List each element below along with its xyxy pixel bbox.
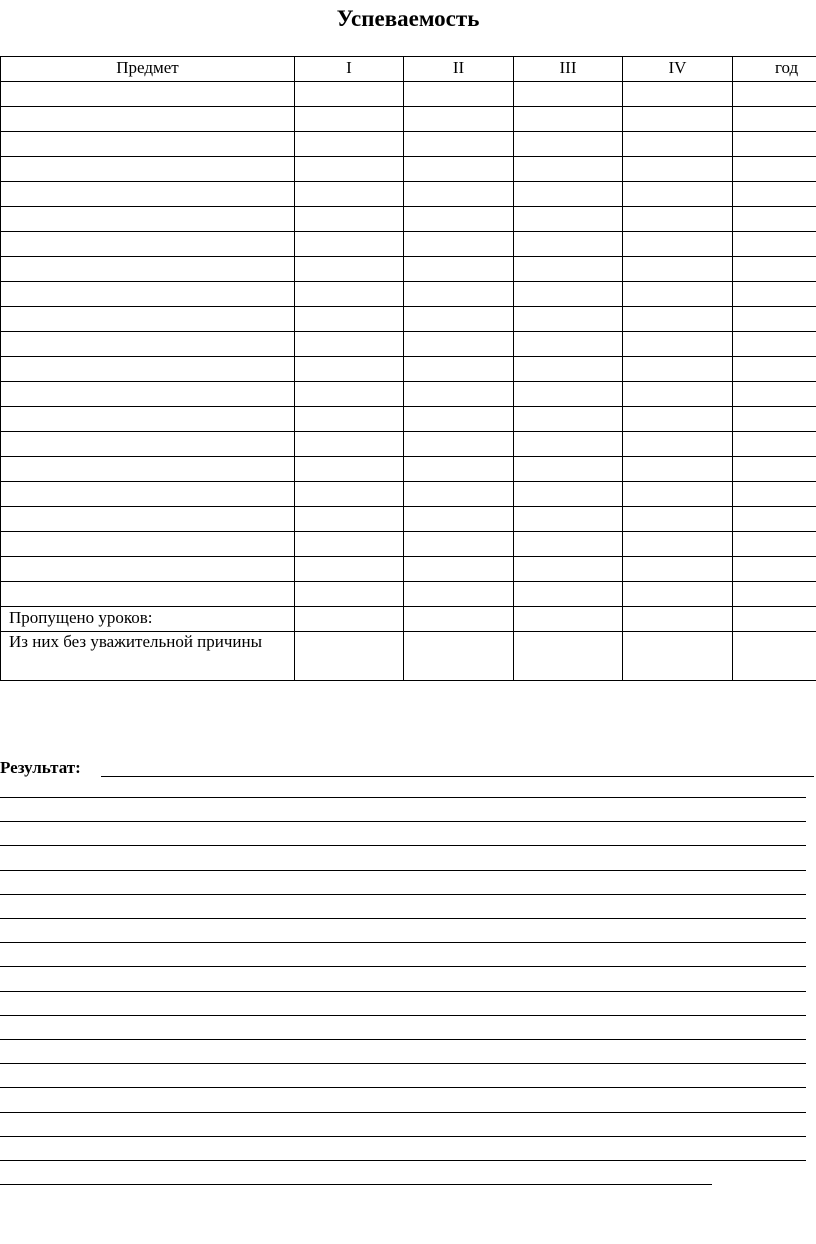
grade-cell[interactable] [514,432,623,457]
header-subject: Предмет [1,57,295,82]
grade-cell[interactable] [623,82,733,107]
table-row [1,357,816,382]
grade-cell[interactable] [514,407,623,432]
grade-cell[interactable] [733,82,816,107]
subject-cell[interactable] [1,357,295,382]
table-row [1,107,816,132]
subject-cell[interactable] [1,557,295,582]
grade-cell[interactable] [623,207,733,232]
table-row [1,157,816,182]
result-line[interactable] [0,1063,806,1064]
grade-cell[interactable] [295,507,404,532]
result-line[interactable] [0,918,806,919]
grade-cell[interactable] [404,382,514,407]
grade-cell[interactable] [404,482,514,507]
table-row [1,507,816,532]
grade-cell[interactable] [733,282,816,307]
result-line[interactable] [0,1087,806,1088]
grade-cell[interactable] [733,532,816,557]
grade-cell[interactable] [295,182,404,207]
table-cell[interactable] [623,607,733,632]
subject-cell[interactable] [1,307,295,332]
grade-cell[interactable] [514,132,623,157]
result-line[interactable] [0,942,806,943]
grade-cell[interactable] [514,107,623,132]
grade-cell[interactable] [733,457,816,482]
table-cell[interactable] [295,632,404,681]
grade-cell[interactable] [514,182,623,207]
grade-cell[interactable] [514,307,623,332]
grade-cell[interactable] [404,557,514,582]
header-quarter-3: III [514,57,623,82]
grade-cell[interactable] [295,107,404,132]
subject-cell[interactable] [1,132,295,157]
subject-cell[interactable] [1,482,295,507]
result-line[interactable] [0,797,806,798]
grade-cell[interactable] [295,282,404,307]
grade-cell[interactable] [733,507,816,532]
grade-cell[interactable] [733,157,816,182]
table-header-row [1,57,816,82]
table-row [1,557,816,582]
subject-cell[interactable] [1,157,295,182]
grade-cell[interactable] [295,132,404,157]
grade-cell[interactable] [623,282,733,307]
header-quarter-1: I [295,57,404,82]
grade-cell[interactable] [404,407,514,432]
grade-cell[interactable] [623,382,733,407]
grade-cell[interactable] [404,332,514,357]
grade-cell[interactable] [404,257,514,282]
subject-cell[interactable] [1,582,295,607]
result-line[interactable] [0,1015,806,1016]
table-cell[interactable] [295,607,404,632]
table-row [1,407,816,432]
grade-cell[interactable] [733,432,816,457]
grade-cell[interactable] [404,157,514,182]
grade-cell[interactable] [295,82,404,107]
subject-cell[interactable] [1,407,295,432]
grade-cell[interactable] [623,232,733,257]
grade-cell[interactable] [404,207,514,232]
grade-cell[interactable] [514,257,623,282]
grade-cell[interactable] [295,257,404,282]
grade-cell[interactable] [404,182,514,207]
grade-cell[interactable] [623,257,733,282]
result-line[interactable] [0,845,806,846]
grade-cell[interactable] [733,257,816,282]
grade-cell[interactable] [404,532,514,557]
grade-cell[interactable] [733,332,816,357]
table-row [1,207,816,232]
grade-cell[interactable] [514,582,623,607]
grade-cell[interactable] [623,407,733,432]
grade-cell[interactable] [295,232,404,257]
grade-cell[interactable] [733,357,816,382]
unexcused-absences-label: Из них без уважительной причины [1,632,295,681]
grade-cell[interactable] [514,457,623,482]
grade-cell[interactable] [295,532,404,557]
grade-cell[interactable] [295,432,404,457]
grade-cell[interactable] [623,557,733,582]
grade-cell[interactable] [514,332,623,357]
table-row [1,82,816,107]
table-cell[interactable] [733,632,816,681]
grade-cell[interactable] [404,107,514,132]
subject-cell[interactable] [1,432,295,457]
grade-cell[interactable] [733,107,816,132]
grade-cell[interactable] [514,557,623,582]
result-line[interactable] [0,821,806,822]
result-line[interactable] [0,966,806,967]
grade-cell[interactable] [733,182,816,207]
table-row [1,182,816,207]
result-line[interactable] [0,991,806,992]
table-row [1,457,816,482]
table-row [1,432,816,457]
grade-cell[interactable] [623,432,733,457]
grade-cell[interactable] [733,557,816,582]
subject-cell[interactable] [1,107,295,132]
grades-table [0,56,816,681]
grade-cell[interactable] [623,132,733,157]
grade-cell[interactable] [623,107,733,132]
grade-cell[interactable] [404,82,514,107]
table-row [1,232,816,257]
table-cell[interactable] [514,632,623,681]
subject-cell[interactable] [1,182,295,207]
unexcused-absences-row [1,632,816,681]
grade-cell[interactable] [623,332,733,357]
table-cell[interactable] [404,632,514,681]
result-line[interactable] [0,1160,806,1161]
grade-cell[interactable] [295,332,404,357]
grade-cell[interactable] [295,157,404,182]
table-row [1,582,816,607]
page-title: Успеваемость [336,6,480,31]
grade-cell[interactable] [733,132,816,157]
header-quarter-2: II [404,57,514,82]
grade-cell[interactable] [733,482,816,507]
result-underline[interactable] [101,776,814,777]
grade-cell[interactable] [404,432,514,457]
header-quarter-4: IV [623,57,733,82]
grade-cell[interactable] [404,232,514,257]
grade-cell[interactable] [295,207,404,232]
subject-cell[interactable] [1,507,295,532]
subject-cell[interactable] [1,257,295,282]
grade-cell[interactable] [514,507,623,532]
grade-cell[interactable] [623,532,733,557]
grade-cell[interactable] [514,532,623,557]
table-cell[interactable] [404,607,514,632]
grade-cell[interactable] [404,582,514,607]
table-row [1,332,816,357]
grade-cell[interactable] [733,382,816,407]
grade-cell[interactable] [623,307,733,332]
subject-cell[interactable] [1,382,295,407]
grade-cell[interactable] [733,307,816,332]
header-year: год [733,57,816,82]
table-row [1,307,816,332]
grade-cell[interactable] [404,132,514,157]
subject-cell[interactable] [1,532,295,557]
result-line[interactable] [0,1136,806,1137]
subject-cell[interactable] [1,332,295,357]
grade-cell[interactable] [295,582,404,607]
result-line[interactable] [0,894,806,895]
table-row [1,282,816,307]
grade-cell[interactable] [514,232,623,257]
table-cell[interactable] [514,607,623,632]
missed-lessons-label: Пропущено уроков: [1,607,295,632]
table-cell[interactable] [733,607,816,632]
grade-cell[interactable] [514,382,623,407]
result-line[interactable] [0,1112,806,1113]
grade-cell[interactable] [623,157,733,182]
grade-cell[interactable] [623,582,733,607]
grade-cell[interactable] [404,457,514,482]
missed-lessons-row [1,607,816,632]
subject-cell[interactable] [1,282,295,307]
grade-cell[interactable] [514,282,623,307]
subject-cell[interactable] [1,457,295,482]
result-line[interactable] [0,1039,806,1040]
table-cell[interactable] [623,632,733,681]
grade-cell[interactable] [514,157,623,182]
table-row [1,532,816,557]
grade-cell[interactable] [733,207,816,232]
grade-cell[interactable] [404,507,514,532]
grade-cell[interactable] [295,482,404,507]
table-row [1,132,816,157]
grade-cell[interactable] [514,482,623,507]
grade-cell[interactable] [295,307,404,332]
grade-cell[interactable] [733,407,816,432]
grade-cell[interactable] [733,582,816,607]
table-row [1,257,816,282]
grade-cell[interactable] [514,207,623,232]
grade-cell[interactable] [623,357,733,382]
result-label: Результат: [0,758,81,777]
subject-cell[interactable] [1,82,295,107]
grade-cell[interactable] [295,407,404,432]
grade-cell[interactable] [623,457,733,482]
grade-cell[interactable] [295,382,404,407]
subject-cell[interactable] [1,232,295,257]
grade-cell[interactable] [514,82,623,107]
grade-cell[interactable] [514,357,623,382]
subject-cell[interactable] [1,207,295,232]
result-line[interactable] [0,870,806,871]
grade-cell[interactable] [733,232,816,257]
result-row [0,758,816,780]
grade-cell[interactable] [623,482,733,507]
grade-cell[interactable] [404,307,514,332]
grade-cell[interactable] [623,182,733,207]
table-row [1,482,816,507]
grade-cell[interactable] [404,357,514,382]
grade-cell[interactable] [295,357,404,382]
grade-cell[interactable] [295,557,404,582]
table-row [1,382,816,407]
grade-cell[interactable] [295,457,404,482]
grade-cell[interactable] [404,282,514,307]
grade-cell[interactable] [623,507,733,532]
result-line[interactable] [0,1184,712,1185]
